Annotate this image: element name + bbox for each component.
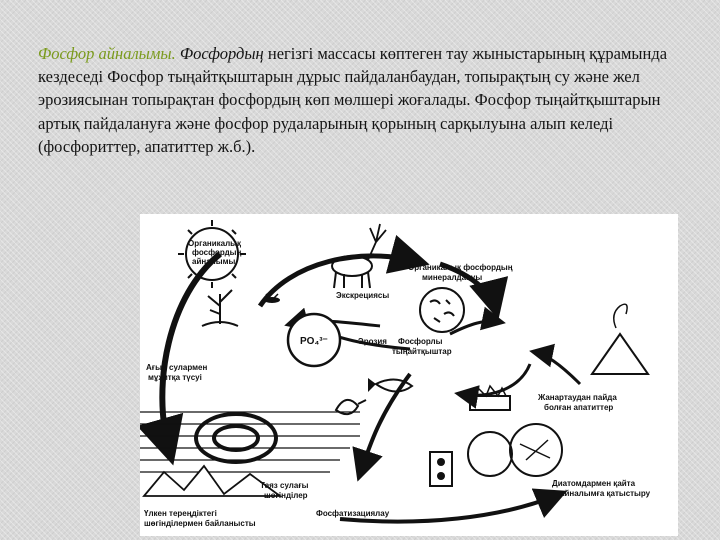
phosphorus-cycle-diagram: [140, 214, 678, 536]
insect-icon: [264, 294, 280, 303]
phosphate-label: PO₄³⁻: [300, 336, 328, 347]
fertilizer-arrow: [460, 364, 530, 395]
volcano-icon: [592, 304, 648, 374]
mineral-arrow: [450, 321, 500, 334]
phosphatization-label: Фосфатизациялау: [316, 509, 390, 518]
ocean-circulation-icon: [196, 414, 276, 462]
diatoms-label-2: айналымға қатыстыру: [560, 489, 651, 498]
runoff-label-2: мұхитқа түсуі: [148, 373, 202, 382]
deep-label-1: Үлкен тереңдіктегі: [144, 509, 217, 518]
volcanic-arrow: [535, 352, 580, 384]
diatom-icon: [430, 424, 562, 486]
lead-phrase: Фосфордың: [175, 44, 264, 63]
volcanic-label-2: болған апатиттер: [544, 403, 614, 412]
mineralization-label-2: минералдануы: [422, 273, 483, 282]
mineralization-label-1: Органикалық фосфордың: [408, 263, 513, 272]
org-cycle-label-3: айналымы: [192, 257, 236, 266]
fertilizer-label-2: тыңайтқыштар: [392, 347, 452, 356]
microbe-icon: [420, 288, 464, 332]
paragraph-body: негізгі массасы көптеген тау жыныстарының құрамында кездеседі Фосфор тыңайтқыштарын дұрыс пайдаланбаудан, топырақтың су және жел эрозиясынан топырақтан фосфордың көп мөлшері жоғалады. Фосфор тыңайтқыштарын артық пайдалануға және фосфор рудаларының қорының сарқылуына алып келеді (фосфориттер, апатиттер ж.б.).: [38, 44, 668, 156]
shallow-label-1: Таяз сулағы: [260, 481, 309, 490]
topic-title: Фосфор айналымы.: [38, 44, 176, 63]
ocean-layers: [140, 412, 360, 472]
cycle-svg: [140, 214, 678, 536]
org-cycle-label-1: Органикалық: [188, 239, 242, 248]
fertilizer-label-1: Фосфорлы: [398, 337, 443, 346]
excretion-label: Экскрециясы: [336, 291, 390, 300]
deep-label-2: шөгінділермен байланысты: [144, 519, 256, 528]
shallow-label-2: шөгінділер: [264, 491, 308, 500]
erosion-label: Эрозия: [358, 337, 387, 346]
tree-icon: [202, 290, 238, 326]
slide-paragraph: [38, 42, 688, 158]
org-cycle-label-2: фосфордың: [192, 248, 242, 257]
runoff-label-1: Ағын сулармен: [146, 363, 208, 372]
diatoms-label-1: Диатомдармен қайта: [552, 479, 636, 488]
phosphate-node: [288, 314, 340, 366]
volcanic-label-1: Жанартаудан пайда: [538, 393, 617, 402]
